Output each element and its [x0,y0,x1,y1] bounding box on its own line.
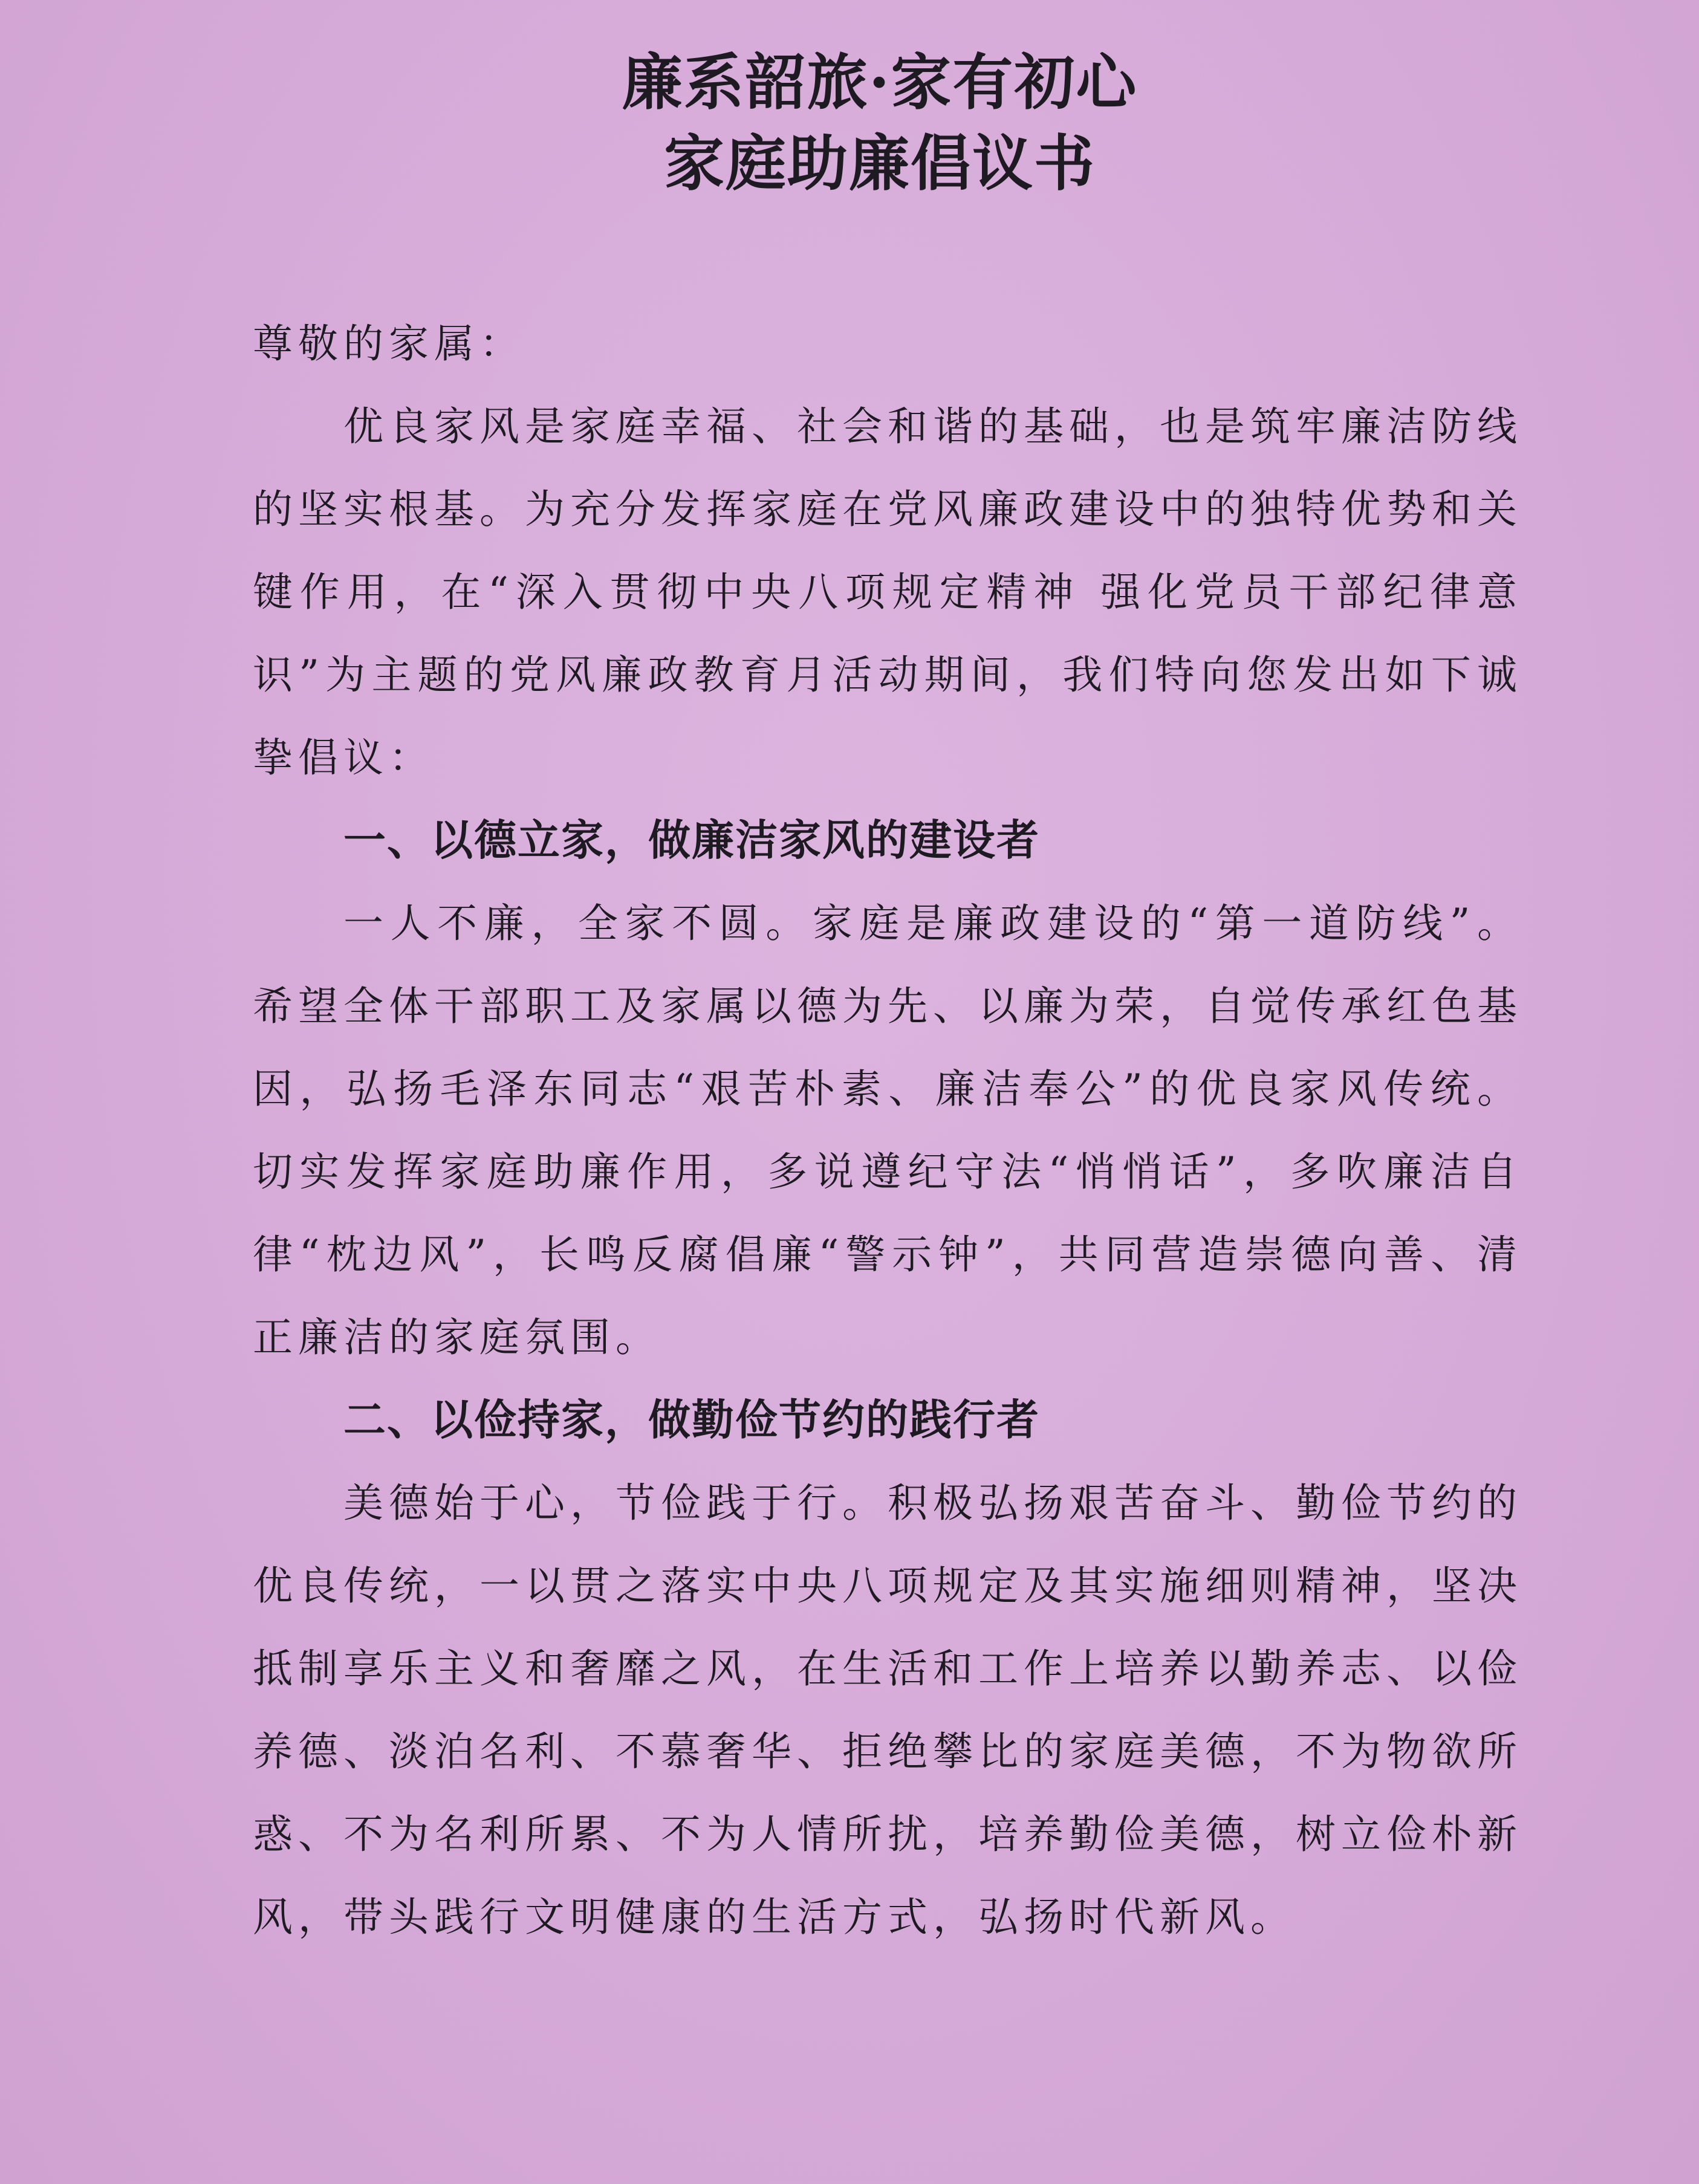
letter-body [253,302,1522,1959]
document-subtitle: 家庭助廉倡议书 [664,128,1096,199]
section-heading-2: 二、以俭持家，做勤俭节约的践行者 [343,1395,1040,1445]
section-heading-1: 一、以德立家，做廉洁家风的建设者 [343,815,1040,865]
section-paragraph-2: 美德始于心，节俭践于行。积极弘扬艰苦奋斗、勤俭节约的优良传统，一以贯之落实中央八项规定及其实施细则精神，坚决抵制享乐主义和奢靡之风，在生活和工作上培养以勤养志、以俭养德、淡泊名利、不慕奢华、拒绝攀比的家庭美德，不为物欲所惑、不为名利所累、不为人情所扰，培养勤俭美德，树立俭朴新风，带头践行文明健康的生活方式，弘扬时代新风。 [253,1480,1522,1940]
document-title: 廉系韶旅·家有初心 [622,47,1138,118]
section-paragraph-1: 一人不廉，全家不圆。家庭是廉政建设的“第一道防线”。希望全体干部职工及家属以德为先、以廉为荣，自觉传承红色基因，弘扬毛泽东同志“艰苦朴素、廉洁奉公”的优良家风传统。切实发挥家庭助廉作用，多说遵纪守法“悄悄话”，多吹廉洁自律“枕边风”，长鸣反腐倡廉“警示钟”，共同营造崇德向善、清正廉洁的家庭氛围。 [253,900,1522,1361]
intro-paragraph: 优良家风是家庭幸福、社会和谐的基础，也是筑牢廉洁防线的坚实根基。为充分发挥家庭在党风廉政建设中的独特优势和关键作用，在“深入贯彻中央八项规定精神 强化党员干部纪律意识”为主题的党风廉政教育月活动期间，我们特向您发出如下诚挚倡议： [253,403,1522,781]
salutation: 尊敬的家属： [253,320,525,367]
